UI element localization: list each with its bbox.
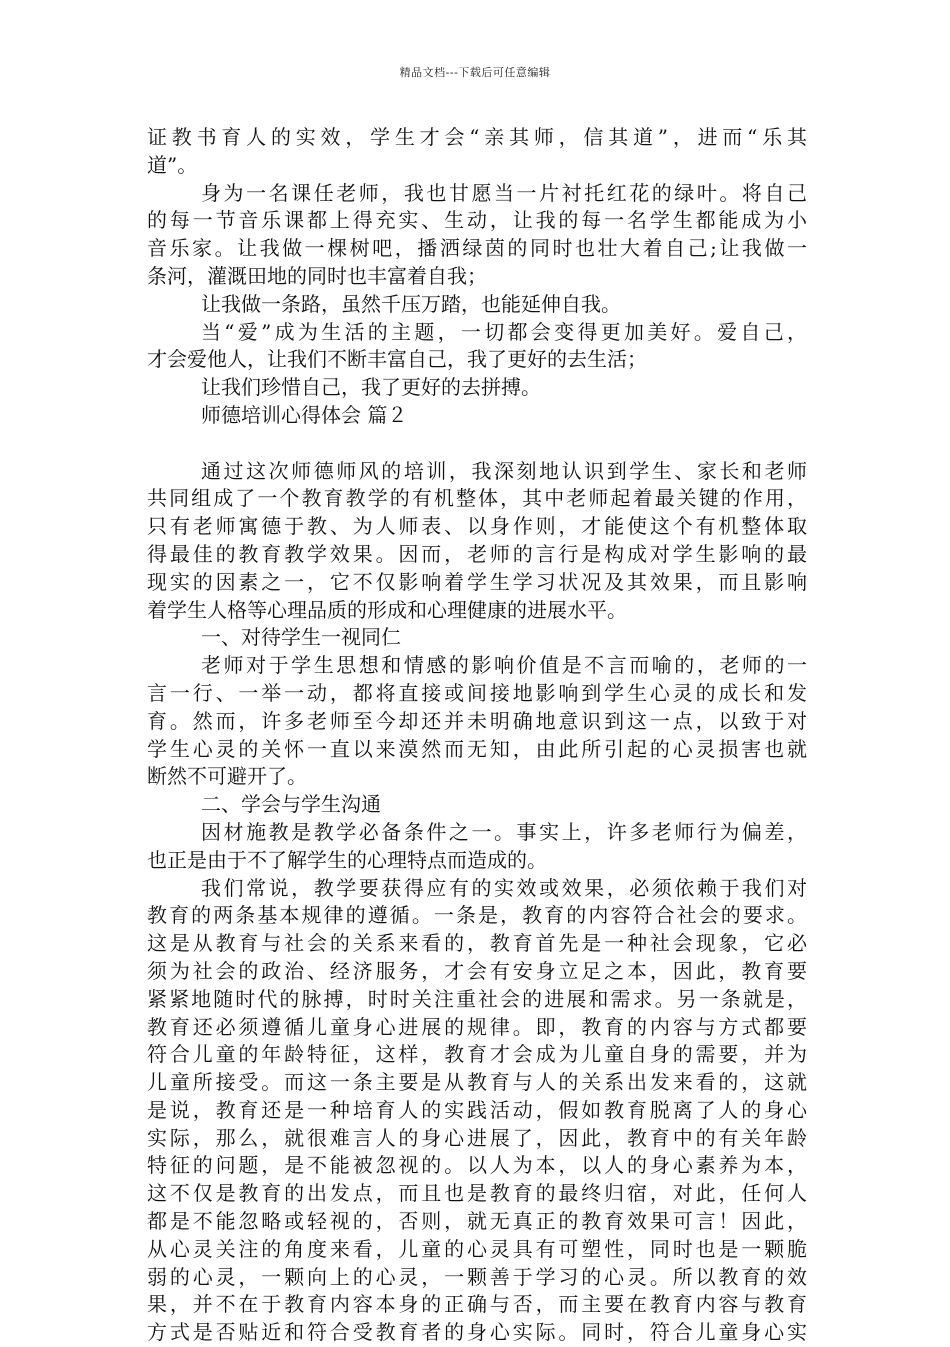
text-line: 条河，灌溉田地的同时也丰富着自我； — [147, 263, 487, 288]
text-line: 通过这次师德师风的培训，我深刻地认识到学生、家长和老师 — [201, 458, 807, 483]
text-line: 特征的问题，是不能被忽视的。以人为本，以人的身心素养为本， — [147, 1153, 807, 1178]
text-line: 老师对于学生思想和情感的影响价值是不言而喻的，老师的一 — [201, 653, 807, 678]
text-line: 我们常说，教学要获得应有的实效或效果，必须依赖于我们对 — [201, 875, 807, 900]
text-line: 让我们珍惜自己，我了更好的去拼搏。 — [201, 375, 541, 400]
text-line: 只有老师寓德于教、为人师表、以身作则，才能使这个有机整体取 — [147, 514, 807, 539]
text-line: 断然不可避开了。 — [147, 764, 307, 789]
text-line: 果，并不在于教育内容本身的正确与否，而主要在教育内容与教育 — [147, 1292, 807, 1317]
text-line: 都是不能忽略或轻视的，否则，就无真正的教育效果可言！因此， — [147, 1209, 807, 1234]
text-line: 学生心灵的关怀一直以来漠然而无知，由此所引起的心灵损害也就 — [147, 736, 807, 761]
text-line: 当“爱”成为生活的主题，一切都会变得更加美好。爱自己， — [201, 319, 807, 344]
document-body — [147, 124, 807, 1347]
text-line: 证教书育人的实效，学生才会“亲其师，信其道”，进而“乐其 — [147, 125, 807, 149]
text-line: 着学生人格等心理品质的形成和心理健康的进展水平。 — [147, 597, 627, 622]
text-line: 的每一节音乐课都上得充实、生动，让我的每一名学生都能成为小 — [147, 208, 807, 233]
text-line: 教育还必须遵循儿童身心进展的规律。即，教育的内容与方式都要 — [147, 1014, 807, 1039]
text-line: 音乐家。让我做一棵树吧，播洒绿茵的同时也壮大着自己;让我做一 — [147, 236, 807, 261]
text-line: 共同组成了一个教育教学的有机整体，其中老师起着最关键的作用， — [147, 486, 807, 511]
text-line: 实际，那么，就很难言人的身心进展了，因此，教育中的有关年龄 — [147, 1125, 807, 1150]
text-line: 从心灵关注的角度来看，儿童的心灵具有可塑性，同时也是一颗脆 — [147, 1236, 807, 1261]
text-line: 是说，教育还是一种培育人的实践活动，假如教育脱离了人的身心 — [147, 1097, 807, 1122]
text-line: 也正是由于不了解学生的心理特点而造成的。 — [147, 847, 547, 872]
text-line: 儿童所接受。而这一条主要是从教育与人的关系出发来看的，这就 — [147, 1070, 807, 1095]
text-line: 一、对待学生一视同仁 — [201, 625, 401, 650]
text-line: 因材施教是教学必备条件之一。事实上，许多老师行为偏差， — [201, 819, 807, 844]
text-line: 言一行、一举一动，都将直接或间接地影响到学生心灵的成长和发 — [147, 680, 807, 705]
text-line: 让我做一条路，虽然千压万踏，也能延伸自我。 — [201, 291, 621, 316]
text-line: 这不仅是教育的出发点，而且也是教育的最终归宿，对此，任何人 — [147, 1181, 807, 1206]
text-line: 师德培训心得体会 篇２ — [201, 402, 408, 427]
text-line: 方式是否贴近和符合受教育者的身心实际。同时，符合儿童身心实 — [147, 1320, 807, 1345]
text-line: 才会爱他人，让我们不断丰富自己，我了更好的去生活； — [147, 347, 647, 372]
text-line: 符合儿童的年龄特征，这样，教育才会成为儿童自身的需要，并为 — [147, 1042, 807, 1067]
text-line: 二、学会与学生沟通 — [201, 792, 381, 817]
text-line: 须为社会的政治、经济服务，才会有安身立足之本，因此，教育要 — [147, 958, 807, 983]
page-header: 精品文档---下载后可任意编辑 — [399, 66, 551, 79]
text-line: 现实的因素之一，它不仅影响着学生学习状况及其效果，而且影响 — [147, 569, 807, 594]
blank-line — [147, 430, 807, 458]
text-line: 身为一名课任老师，我也甘愿当一片衬托红花的绿叶。将自己 — [201, 180, 807, 205]
text-line: 教育的两条基本规律的遵循。一条是，教育的内容符合社会的要求。 — [147, 903, 807, 928]
text-line: 这是从教育与社会的关系来看的，教育首先是一种社会现象，它必 — [147, 931, 807, 956]
text-line: 道”。 — [147, 152, 198, 177]
text-line: 得最佳的教育教学效果。因而，老师的言行是构成对学生影响的最 — [147, 541, 807, 566]
text-line: 弱的心灵，一颗向上的心灵，一颗善于学习的心灵。所以教育的效 — [147, 1264, 807, 1289]
text-line: 紧紧地随时代的脉搏，时时关注重社会的进展和需求。另一条就是， — [147, 986, 807, 1011]
text-line: 育。然而，许多老师至今却还并未明确地意识到这一点，以致于对 — [147, 708, 807, 733]
